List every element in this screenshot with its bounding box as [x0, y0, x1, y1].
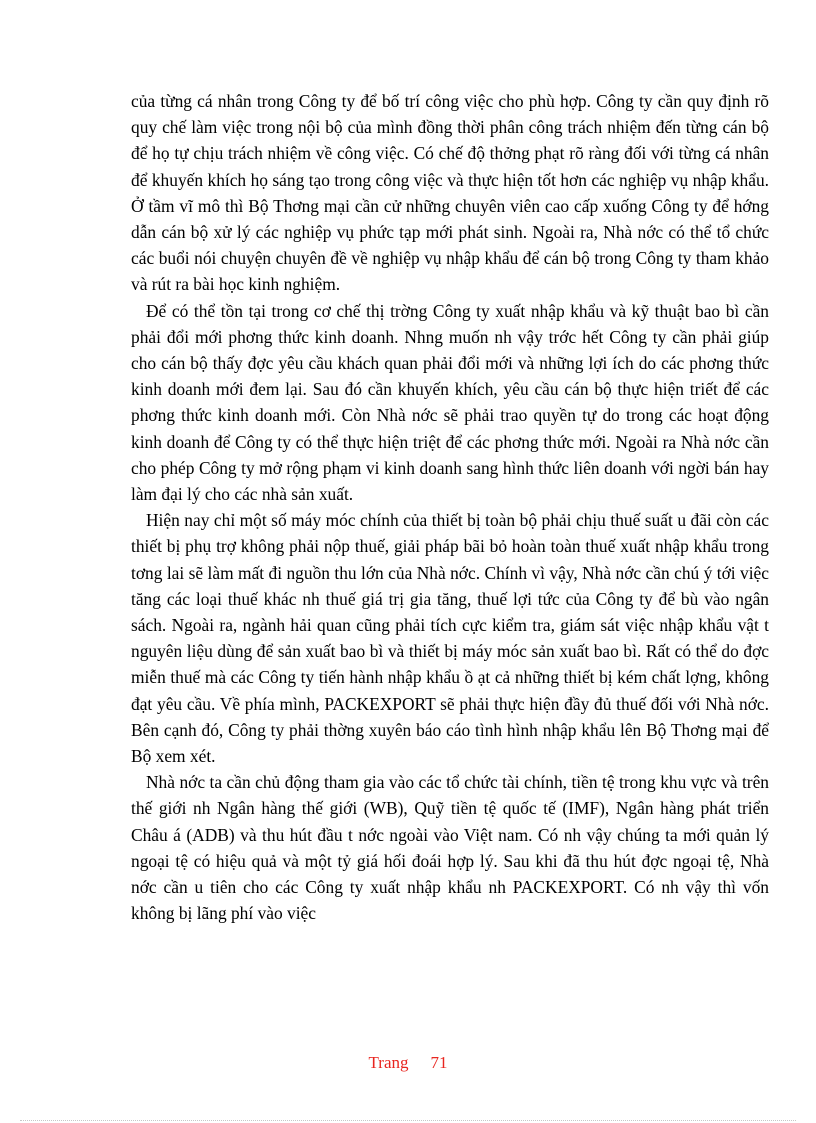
paragraph: Nhà nớc ta cần chủ động tham gia vào các tổ chức tài chính, tiền tệ trong khu vực và trên thế giới nh Ngân hàng thế giới (WB), Quỹ tiền tệ quốc tế (IMF), Ngân hàng phát triển Châu á (ADB) và thu hút đầu t nớc ngoài vào Việt nam. Có nh vậy chúng ta mới quản lý ngoại tệ có hiệu quả và một tỷ giá hối đoái hợp lý. Sau khi đã thu hút đợc ngoại tệ, Nhà nớc cần u tiên cho các Công ty xuất nhập khẩu nh PACKEXPORT. Có nh vậy thì vốn không bị lãng phí vào việc — [131, 772, 769, 924]
page-footer — [0, 1053, 816, 1073]
body-text — [131, 88, 769, 927]
paragraph: Hiện nay chỉ một số máy móc chính của thiết bị toàn bộ phải chịu thuế suất u đãi còn các thiết bị phụ trợ không phải nộp thuế, giải pháp bãi bỏ hoàn toàn thuế xuất nhập khẩu trong tơng lai sẽ làm mất đi nguồn thu lớn của Nhà nớc. Chính vì vậy, Nhà nớc cần chú ý tới việc tăng các loại thuế khác nh thuế giá trị gia tăng, thuế lợi tức của Công ty để bù vào ngân sách. Ngoài ra, ngành hải quan cũng phải tích cực kiểm tra, giám sát việc nhập khẩu vật t nguyên liệu dùng để sản xuất bao bì và thiết bị máy móc sản xuất bao bì. Rất có thể do đợc miễn thuế mà các Công ty tiến hành nhập khẩu ồ ạt cả những thiết bị kém chất lợng, không đạt yêu cầu. Về phía mình, PACKEXPORT sẽ phải thực hiện đầy đủ thuế đối với Nhà nớc. Bên cạnh đó, Công ty phải thờng xuyên báo cáo tình hình nhập khẩu lên Bộ Thơng mại để Bộ xem xét. — [131, 510, 769, 767]
paragraph: của từng cá nhân trong Công ty để bố trí công việc cho phù hợp. Công ty cần quy định rõ quy chế làm việc trong nội bộ của mình đồng thời phân công trách nhiệm đến từng cán bộ để họ tự chịu trách nhiệm về công việc. Có chế độ thởng phạt rõ ràng đối với từng cá nhân để khuyến khích họ sáng tạo trong công việc và thực hiện tốt hơn các nghiệp vụ nhập khẩu. Ở tầm vĩ mô thì Bộ Thơng mại cần cử những chuyên viên cao cấp xuống Công ty để hớng dẫn cán bộ xử lý các nghiệp vụ phức tạp mới phát sinh. Ngoài ra, Nhà nớc có thể tổ chức các buổi nói chuyện chuyên đề về nghiệp vụ nhập khẩu để cán bộ trong Công ty tham khảo và rút ra bài học kinh nghiệm. — [131, 91, 769, 295]
page-label: Trang — [368, 1053, 409, 1072]
page-number: 71 — [430, 1053, 448, 1072]
paragraph: Để có thể tồn tại trong cơ chế thị trờng Công ty xuất nhập khẩu và kỹ thuật bao bì cần phải đổi mới phơng thức kinh doanh. Nhng muốn nh vậy trớc hết Công ty cần phải giúp cho cán bộ thấy đợc yêu cầu khách quan phải đổi mới và những lợi ích do các phơng thức kinh doanh mới đem lại. Sau đó cần khuyến khích, yêu cầu cán bộ thực hiện triết để các phơng thức kinh doanh mới. Còn Nhà nớc sẽ phải trao quyền tự do trong các hoạt động kinh doanh để Công ty có thể thực hiện triệt để các phơng thức mới. Ngoài ra Nhà nớc cần cho phép Công ty mở rộng phạm vi kinh doanh sang hình thức liên doanh với ngời bán hay làm đại lý cho các nhà sản xuất. — [131, 300, 769, 505]
page-bottom-divider — [20, 1120, 796, 1121]
